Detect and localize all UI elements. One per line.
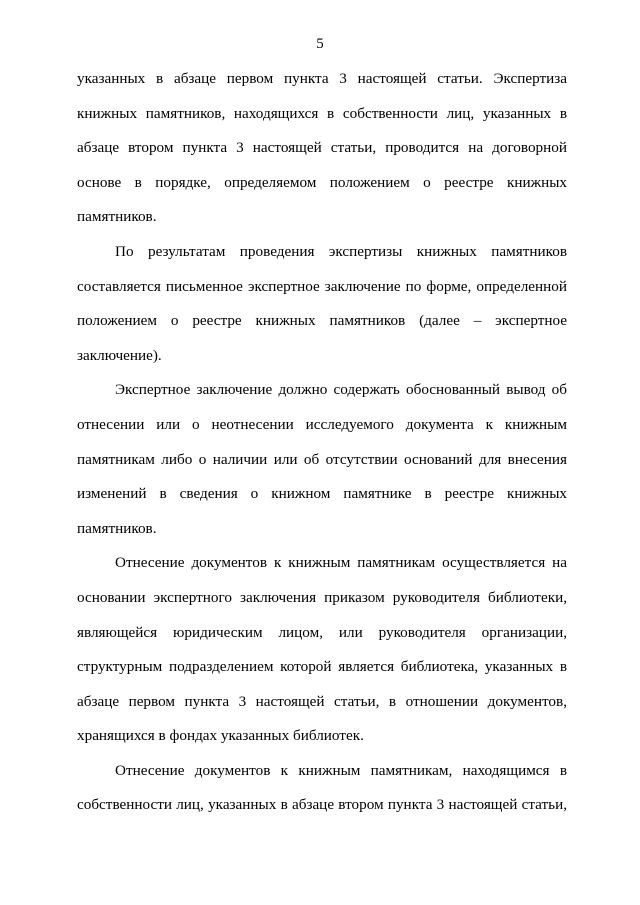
text-line: заключение).: [77, 346, 162, 364]
text-line: абзаце первом пункта 3 настоящей статьи, в отношении документов,: [77, 692, 567, 710]
text-line: являющейся юридическим лицом, или руководителя организации,: [77, 623, 567, 641]
text-line: По результатам проведения экспертизы книжных памятников: [115, 242, 567, 260]
document-body: [77, 62, 567, 823]
text-line: Экспертное заключение должно содержать обоснованный вывод об: [115, 381, 567, 399]
text-line: Отнесение документов к книжным памятникам осуществляется на: [115, 554, 567, 572]
text-line: абзаце втором пункта 3 настоящей статьи, проводится на договорной: [77, 139, 567, 157]
text-line: основании экспертного заключения приказом руководителя библиотеки,: [77, 588, 567, 606]
text-line: памятников.: [77, 519, 157, 537]
text-line: составляется письменное экспертное заключение по форме, определенной: [77, 277, 567, 295]
paragraph-1: [77, 62, 567, 235]
text-line: собственности лиц, указанных в абзаце втором пункта 3 настоящей статьи,: [77, 796, 567, 814]
paragraph-3: [77, 373, 567, 546]
text-line: положением о реестре книжных памятников (далее – экспертное: [77, 312, 567, 330]
text-line: изменений в сведения о книжном памятнике в реестре книжных: [77, 485, 567, 503]
paragraph-4: [77, 546, 567, 754]
text-line: книжных памятников, находящихся в собственности лиц, указанных в: [77, 104, 567, 122]
paragraph-5: [77, 754, 567, 823]
paragraph-2: [77, 235, 567, 373]
text-line: Отнесение документов к книжным памятникам, находящимся в: [115, 761, 567, 779]
text-line: основе в порядке, определяемом положением о реестре книжных: [77, 173, 567, 191]
text-line: структурным подразделением которой является библиотека, указанных в: [77, 658, 567, 676]
text-line: отнесении или о неотнесении исследуемого документа к книжным: [77, 415, 567, 433]
text-line: памятникам либо о наличии или об отсутствии оснований для внесения: [77, 450, 567, 468]
text-line: памятников.: [77, 208, 157, 226]
page-number: 5: [316, 36, 324, 52]
text-line: указанных в абзаце первом пункта 3 настоящей статьи. Экспертиза: [77, 70, 567, 87]
text-line: хранящихся в фондах указанных библиотек.: [77, 727, 364, 745]
